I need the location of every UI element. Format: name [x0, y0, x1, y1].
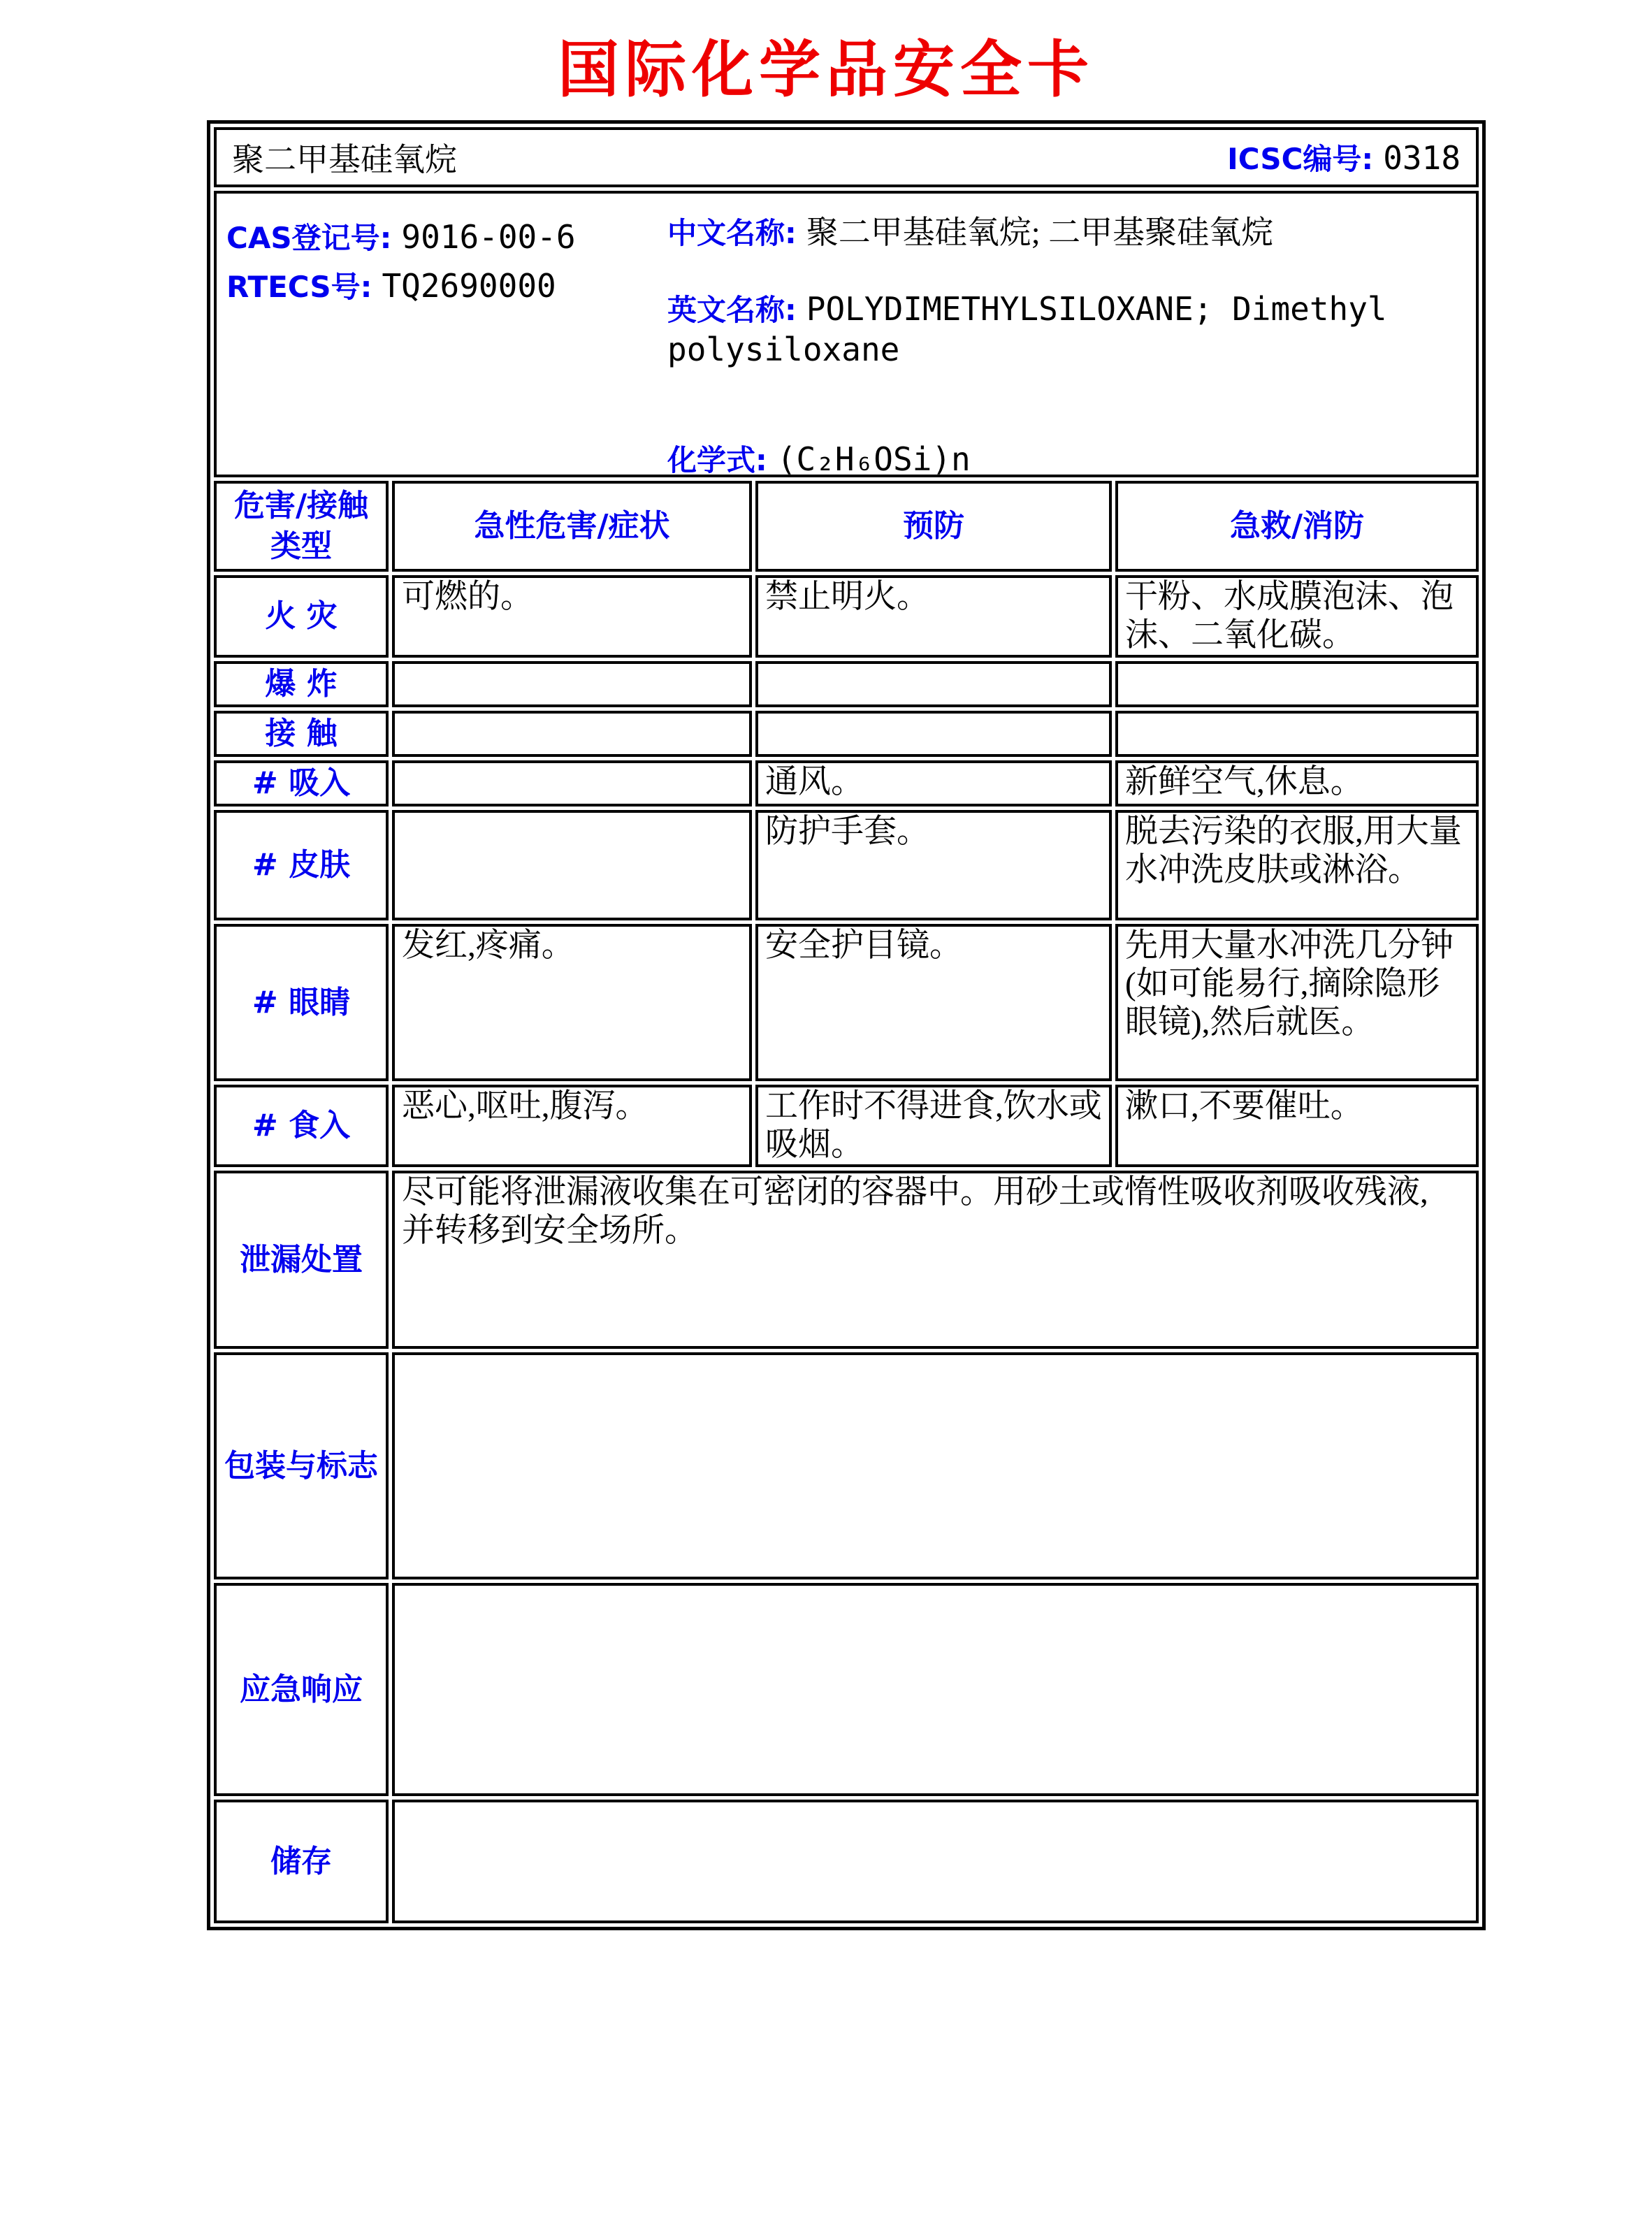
skin-prevention-cell: 防护手套。: [755, 810, 1112, 920]
header-hazard-type-line2: 类型: [270, 528, 332, 564]
chinese-name-line: [667, 213, 1471, 253]
explosion-firstaid-cell: [1115, 661, 1479, 707]
row-contact: [214, 711, 1479, 757]
formula-label: 化学式:: [667, 443, 767, 477]
eyes-prevention-cell: 安全护目镜。: [755, 924, 1112, 1081]
storage-content-cell: [392, 1800, 1479, 1923]
formula-line: [667, 440, 1471, 477]
header-hazard-type-line1: 危害/接触: [233, 488, 369, 523]
header-hazard-type: [214, 481, 389, 572]
row-spillage: [214, 1171, 1479, 1349]
formula-value: (C₂H₆OSi)n: [776, 440, 971, 477]
cas-value: 9016-00-6: [401, 218, 576, 256]
skin-label: # 皮肤: [214, 810, 389, 920]
identity-row: [214, 191, 1479, 477]
row-explosion: [214, 661, 1479, 707]
inhalation-symptoms-cell: [392, 760, 752, 806]
english-name-line: [667, 289, 1471, 370]
contact-firstaid-cell: [1115, 711, 1479, 757]
row-skin: [214, 810, 1479, 920]
registry-numbers-block: [226, 213, 576, 311]
ingestion-prevention-cell: 工作时不得进食,饮水或吸烟。: [755, 1085, 1112, 1167]
row-storage: [214, 1800, 1479, 1923]
explosion-label: 爆 炸: [214, 661, 389, 707]
row-ingestion: [214, 1085, 1479, 1167]
rtecs-label: RTECS号:: [226, 270, 372, 304]
fire-label: 火 灾: [214, 575, 389, 658]
inhalation-prevention-cell: 通风。: [755, 760, 1112, 806]
hazard-header-row: [214, 481, 1479, 572]
spillage-content-cell: 尽可能将泄漏液收集在可密闭的容器中。用砂土或惰性吸收剂吸收残液,并转移到安全场所。: [392, 1171, 1479, 1349]
page-title: 国际化学品安全卡: [557, 34, 1094, 106]
eyes-symptoms-cell: 发红,疼痛。: [392, 924, 752, 1081]
spillage-label: 泄漏处置: [214, 1171, 389, 1349]
icsc-number-group: [1227, 136, 1461, 178]
icsc-table: [207, 120, 1486, 1930]
eyes-label: # 眼睛: [214, 924, 389, 1081]
substance-name: 聚二甲基硅氧烷: [232, 142, 457, 178]
chinese-name-value: 聚二甲基硅氧烷; 二甲基聚硅氧烷: [806, 215, 1274, 250]
row-eyes: [214, 924, 1479, 1081]
skin-symptoms-cell: [392, 810, 752, 920]
header-prevention: 预防: [755, 481, 1112, 572]
identity-cell: [214, 191, 1479, 477]
row-fire: [214, 575, 1479, 658]
row-inhalation: [214, 760, 1479, 806]
storage-label: 储存: [214, 1800, 389, 1923]
cas-line: [226, 213, 576, 262]
chinese-name-label: 中文名称:: [667, 216, 797, 250]
emergency-response-content-cell: [392, 1583, 1479, 1796]
row-emergency-response: [214, 1583, 1479, 1796]
eyes-firstaid-cell: 先用大量水冲洗几分钟(如可能易行,摘除隐形眼镜),然后就医。: [1115, 924, 1479, 1081]
fire-firstaid-cell: 干粉、水成膜泡沫、泡沫、二氧化碳。: [1115, 575, 1479, 658]
english-name-value: POLYDIMETHYLSILOXANE; Dimethyl polysiloxane: [667, 290, 1387, 368]
packaging-label: 包装与标志: [214, 1352, 389, 1579]
explosion-prevention-cell: [755, 661, 1112, 707]
header-firstaid: 急救/消防: [1115, 481, 1479, 572]
icsc-number-value: 0318: [1383, 139, 1461, 177]
contact-label: 接 触: [214, 711, 389, 757]
english-name-label: 英文名称:: [667, 293, 797, 327]
skin-firstaid-cell: 脱去污染的衣服,用大量水冲洗皮肤或淋浴。: [1115, 810, 1479, 920]
substance-header-row: [214, 127, 1479, 187]
packaging-content-cell: [392, 1352, 1479, 1579]
icsc-number-label: ICSC编号:: [1227, 142, 1374, 176]
ingestion-firstaid-cell: 漱口,不要催吐。: [1115, 1085, 1479, 1167]
substance-header-cell: [214, 127, 1479, 187]
row-packaging: [214, 1352, 1479, 1579]
emergency-response-label: 应急响应: [214, 1583, 389, 1796]
names-block: [667, 213, 1471, 477]
contact-prevention-cell: [755, 711, 1112, 757]
cas-label: CAS登记号:: [226, 221, 392, 255]
ingestion-symptoms-cell: 恶心,呕吐,腹泻。: [392, 1085, 752, 1167]
fire-symptoms-cell: 可燃的。: [392, 575, 752, 658]
inhalation-firstaid-cell: 新鲜空气,休息。: [1115, 760, 1479, 806]
rtecs-value: TQ2690000: [382, 267, 556, 305]
header-symptoms: 急性危害/症状: [392, 481, 752, 572]
ingestion-label: # 食入: [214, 1085, 389, 1167]
contact-symptoms-cell: [392, 711, 752, 757]
rtecs-line: [226, 262, 576, 311]
inhalation-label: # 吸入: [214, 760, 389, 806]
explosion-symptoms-cell: [392, 661, 752, 707]
fire-prevention-cell: 禁止明火。: [755, 575, 1112, 658]
